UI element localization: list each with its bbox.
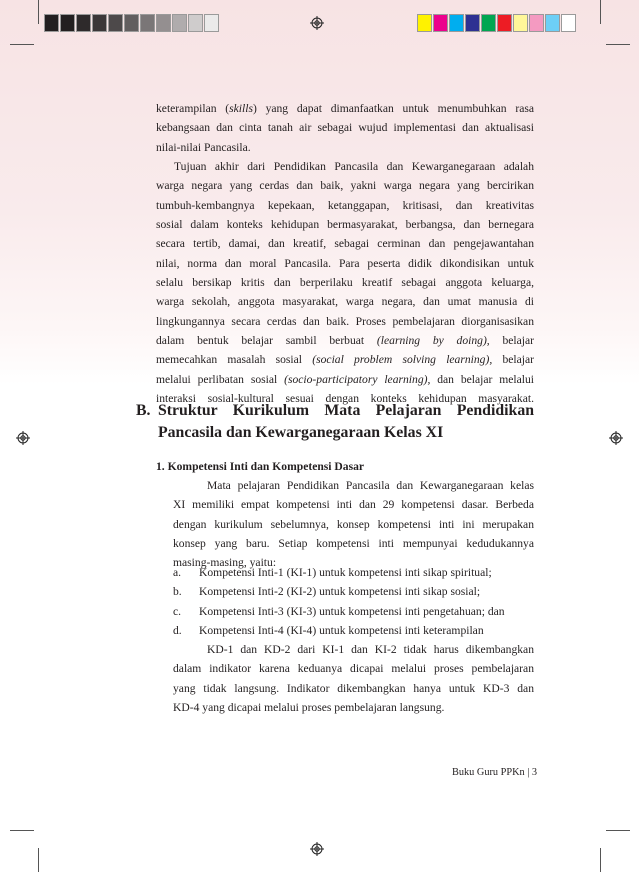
text-line: nilai-nilai Pancasila. <box>156 140 251 154</box>
text-line: keterampilan (skills) yang dapat dimanfaatkan untuk menumbuhkan rasa <box>156 102 534 115</box>
text-line: warga sekolah, anggota masyarakat, warga negara, dan umat manusia di <box>156 295 534 309</box>
list-item: c. Kompetensi Inti-3 (KI-3) untuk kompetensi inti pengetahuan; dan <box>173 604 505 618</box>
text-line: dengan kurikulum sebelumnya, konsep kompetensi inti ini merupakan <box>173 517 534 531</box>
section-title-line: Pancasila dan Kewarganegaraan Kelas XI <box>158 424 444 441</box>
text-line: sosial dalam konteks kehidupan bermasyarakat, berbangsa, dan bernegara <box>156 218 534 232</box>
list-item: d. Kompetensi Inti-4 (KI-4) untuk kompetensi inti keterampilan <box>173 623 484 637</box>
text-line: nilai, norma dan moral Pancasila. Para peserta didik dikondisikan untuk <box>156 256 534 270</box>
intro-paragraph <box>156 99 534 157</box>
text-line: selalu bersikap kritis dan berperilaku kreatif sebagai anggota keluarga, <box>156 276 534 290</box>
list-item: a. Kompetensi Inti-1 (KI-1) untuk kompetensi inti sikap spiritual; <box>173 566 492 579</box>
text-line: KD-1 dan KD-2 dari KI-1 dan KI-2 tidak harus dikembangkan <box>207 643 534 656</box>
text-line: melalui perlibatan sosial (socio-participatory learning), dan belajar melalui <box>156 372 534 386</box>
text-line: warga negara yang cerdas dan baik, yakni warga negara yang bercirikan <box>156 179 534 193</box>
text-line: lingkungannya secara cerdas dan baik. Proses pembelajaran diorganisasikan <box>156 314 534 328</box>
list-item: b. Kompetensi Inti-2 (KI-2) untuk kompetensi inti sikap sosial; <box>173 585 481 599</box>
text-line: yang tidak langsung. Indikator dikembangkan hanya untuk KD-3 dan <box>173 681 534 695</box>
page-footer: Buku Guru PPKn | 3 <box>452 767 538 778</box>
text-line: konsep yang baru. Setiap kompetensi inti mempunyai kedudukannya <box>173 537 534 551</box>
text-line: Mata pelajaran Pendidikan Pancasila dan Kewarganegaraan kelas <box>207 479 534 492</box>
goal-paragraph <box>156 157 534 408</box>
subsection-paragraph <box>173 476 534 573</box>
text-line: dalam bentuk belajar sambil berbuat (learning by doing), belajar <box>156 334 535 348</box>
competency-list <box>173 563 505 640</box>
subsection-title: 1. Kompetensi Inti dan Kompetensi Dasar <box>156 460 365 473</box>
text-line: secara tertib, damai, dan kreatif, sebagai cerminan dan pengejawantahan <box>156 237 534 251</box>
section-title-line: Struktur Kurikulum Mata Pelajaran Pendidikan <box>158 402 534 419</box>
text-line: Tujuan akhir dari Pendidikan Pancasila dan Kewarganegaraan adalah <box>174 160 534 173</box>
text-line: KD-4 yang dicapai melalui proses pembelajaran langsung. <box>173 701 445 715</box>
section-letter: B. <box>136 402 151 419</box>
text-line: memecahkan masalah sosial (social problem solving learning), belajar <box>156 353 535 367</box>
text-line: interaksi sosial-kultural sesuai dengan konteks kehidupan masyarakat. <box>156 392 534 406</box>
closing-paragraph <box>173 640 534 717</box>
text-line: dalam indikator karena keduanya dicapai melalui proses pembelajaran <box>173 662 534 676</box>
text-line: tumbuh-kembangnya kepekaan, ketanggapan, kritisasi, dan kreativitas <box>156 198 534 212</box>
text-line: kebangsaan dan cinta tanah air sebagai wujud implementasi dan aktualisasi <box>156 121 534 135</box>
text-line: XI memiliki empat kompetensi inti dan 29 kompetensi dasar. Berbeda <box>173 498 534 512</box>
text-line: masing-masing, yaitu: <box>173 556 277 570</box>
